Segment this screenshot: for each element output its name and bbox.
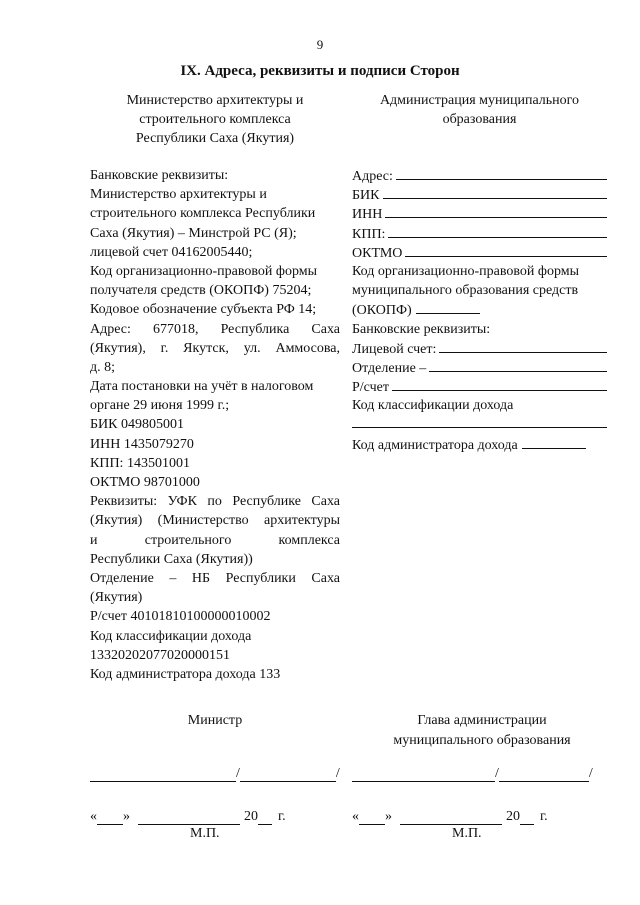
detail-line: КПП: 143501001 bbox=[90, 455, 190, 471]
detail-line: Банковские реквизиты: bbox=[90, 168, 229, 183]
okopf-line: муниципального образования средств bbox=[352, 283, 579, 299]
detail-line: Р/счет 40101810100000010002 bbox=[90, 609, 271, 625]
left-party-heading bbox=[90, 91, 340, 149]
slash: / bbox=[236, 766, 240, 781]
left-date[interactable] bbox=[90, 807, 286, 825]
detail-line: Адрес: 677018, Республика Саха bbox=[90, 321, 340, 337]
kpp-label: КПП: bbox=[352, 226, 386, 242]
left-stamp-label: М.П. bbox=[190, 826, 220, 841]
right-heading-line: образования bbox=[442, 112, 517, 128]
year-blank[interactable] bbox=[258, 810, 272, 825]
detail-line: д. 8; bbox=[90, 359, 116, 375]
day-blank[interactable] bbox=[97, 810, 123, 825]
left-heading-line: Республики Саха (Якутия) bbox=[135, 131, 295, 147]
okopf-field[interactable] bbox=[352, 300, 607, 319]
detail-line: получателя средств (ОКОПФ) 75204; bbox=[90, 283, 312, 299]
detail-line: (Якутия) bbox=[90, 590, 143, 606]
year-prefix: 20 bbox=[244, 809, 258, 824]
right-signatory-title bbox=[352, 711, 612, 751]
bik-label: БИК bbox=[352, 188, 380, 204]
quote-open: « bbox=[90, 809, 97, 824]
detail-line: Отделение – НБ Республики Саха bbox=[90, 570, 340, 586]
quote-close: » bbox=[123, 809, 130, 824]
detail-line: ИНН 1435079270 bbox=[90, 436, 194, 452]
settlement-label: Р/счет bbox=[352, 380, 389, 396]
right-stamp-label: М.П. bbox=[452, 826, 482, 841]
left-heading-line: строительного комплекса bbox=[139, 112, 291, 128]
okopf-line: Код организационно-правовой формы bbox=[352, 263, 580, 279]
inn-blank[interactable] bbox=[385, 204, 607, 218]
detail-line: (Якутия) (Министерство архитектуры bbox=[90, 513, 340, 529]
detail-line: (Якутия), г. Якутск, ул. Аммосова, bbox=[90, 340, 340, 356]
left-party-details bbox=[90, 166, 340, 684]
left-signature-blank[interactable] bbox=[90, 766, 236, 782]
settlement-blank[interactable] bbox=[392, 377, 607, 391]
right-date[interactable] bbox=[352, 807, 548, 825]
detail-line: Министерство архитектуры и bbox=[90, 187, 267, 203]
detail-line: ОКТМО 98701000 bbox=[90, 475, 200, 490]
month-blank[interactable] bbox=[400, 810, 502, 825]
right-signatory-line: Глава администрации bbox=[417, 713, 547, 728]
left-signatory-line: Министр bbox=[187, 713, 243, 728]
kpp-blank[interactable] bbox=[388, 224, 607, 238]
left-name-blank[interactable] bbox=[240, 766, 336, 782]
left-signatory-title bbox=[90, 711, 340, 731]
income-admin-blank[interactable] bbox=[522, 435, 586, 449]
income-admin-field[interactable] bbox=[352, 435, 607, 454]
right-name-blank[interactable] bbox=[499, 766, 589, 782]
detail-line: Код классификации дохода bbox=[90, 628, 252, 644]
right-party-heading bbox=[352, 91, 607, 129]
slash: / bbox=[588, 766, 593, 781]
right-signature-blank[interactable] bbox=[352, 766, 495, 782]
income-class-label: Код классификации дохода bbox=[352, 398, 514, 414]
detail-line: Дата постановки на учёт в налоговом bbox=[90, 379, 314, 395]
left-signature-line[interactable] bbox=[90, 764, 342, 782]
detail-line: строительного комплекса Республики bbox=[90, 206, 316, 222]
detail-line: Реквизиты: УФК по Республике Саха bbox=[90, 494, 340, 510]
bank-details-label: Банковские реквизиты: bbox=[352, 321, 491, 337]
year-suffix: г. bbox=[540, 809, 548, 824]
right-party-details bbox=[352, 166, 607, 455]
right-signatory-line: муниципального образования bbox=[393, 733, 571, 748]
branch-blank[interactable] bbox=[429, 358, 607, 372]
branch-field[interactable] bbox=[352, 358, 607, 377]
right-signature-line[interactable] bbox=[352, 764, 598, 782]
oktmo-field[interactable] bbox=[352, 243, 607, 262]
account-field[interactable] bbox=[352, 339, 607, 358]
section-title: IX. Адреса, реквизиты и подписи Сторон bbox=[180, 63, 460, 79]
income-admin-label: Код администратора дохода bbox=[352, 438, 518, 454]
bik-blank[interactable] bbox=[383, 185, 608, 199]
oktmo-blank[interactable] bbox=[405, 243, 607, 257]
detail-line: Кодовое обозначение субъекта РФ 14; bbox=[90, 302, 317, 318]
day-blank[interactable] bbox=[359, 810, 385, 825]
account-blank[interactable] bbox=[439, 339, 607, 353]
slash: / bbox=[495, 766, 499, 781]
bik-field[interactable] bbox=[352, 185, 607, 204]
inn-label: ИНН bbox=[352, 207, 383, 223]
branch-label: Отделение – bbox=[352, 360, 427, 376]
detail-line: Код организационно-правовой формы bbox=[90, 263, 318, 279]
address-field[interactable] bbox=[352, 166, 607, 185]
year-prefix: 20 bbox=[506, 809, 520, 824]
page-number: 9 bbox=[316, 37, 324, 52]
address-label: Адрес: bbox=[352, 169, 393, 184]
okopf-blank[interactable] bbox=[416, 300, 480, 314]
income-class-blank[interactable] bbox=[352, 415, 607, 428]
left-heading-line: Министерство архитектуры и bbox=[126, 93, 304, 108]
month-blank[interactable] bbox=[138, 810, 240, 825]
address-blank[interactable] bbox=[396, 166, 607, 180]
detail-line: 13320202077020000151 bbox=[90, 647, 230, 663]
okopf-label: (ОКОПФ) bbox=[352, 303, 412, 319]
slash: / bbox=[335, 766, 340, 781]
kpp-field[interactable] bbox=[352, 224, 607, 243]
detail-line: лицевой счет 04162005440; bbox=[90, 244, 253, 260]
detail-line: Код администратора дохода 133 bbox=[90, 666, 281, 682]
settlement-field[interactable] bbox=[352, 377, 607, 396]
detail-line: органе 29 июня 1999 г.; bbox=[90, 398, 230, 414]
detail-line: БИК 049805001 bbox=[90, 417, 184, 433]
account-label: Лицевой счет: bbox=[352, 341, 437, 357]
oktmo-label: ОКТМО bbox=[352, 245, 403, 261]
inn-field[interactable] bbox=[352, 204, 607, 223]
detail-line: Саха (Якутия) – Минстрой РС (Я); bbox=[90, 225, 297, 241]
quote-open: « bbox=[352, 809, 359, 824]
detail-line: Республики Саха (Якутия)) bbox=[90, 551, 253, 567]
right-heading-line: Администрация муниципального bbox=[379, 93, 580, 108]
quote-close: » bbox=[385, 809, 392, 824]
year-suffix: г. bbox=[278, 809, 286, 824]
year-blank[interactable] bbox=[520, 810, 534, 825]
detail-line: и строительного комплекса bbox=[90, 532, 340, 548]
